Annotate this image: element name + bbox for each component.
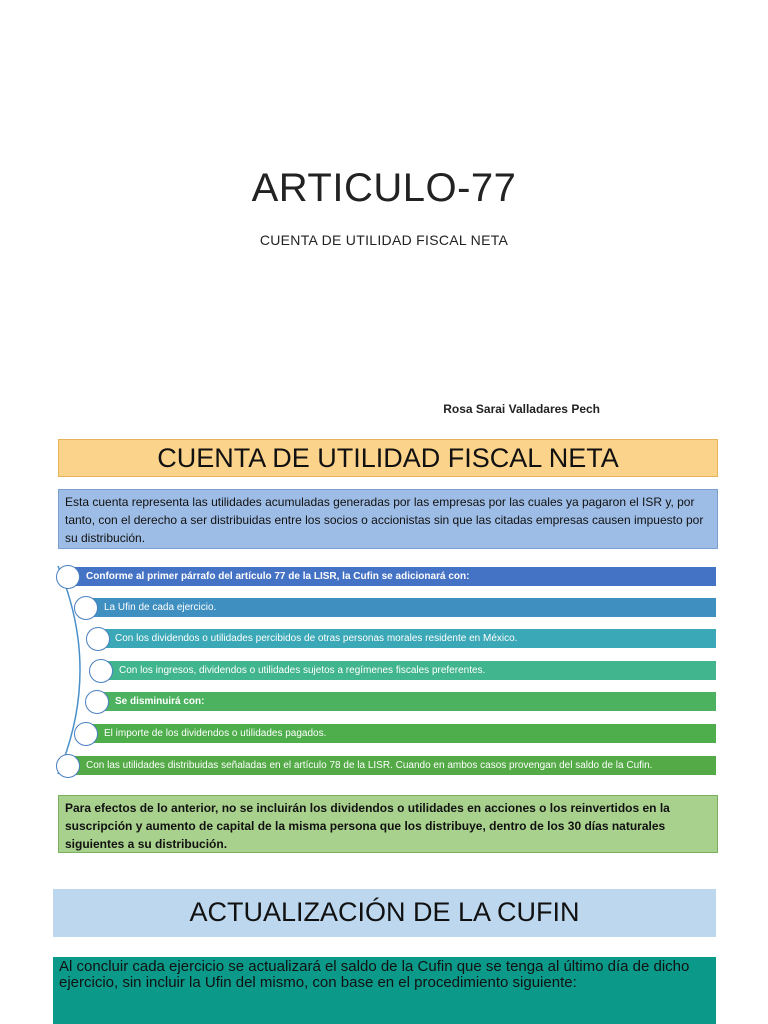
section-description: Esta cuenta representa las utilidades acumuladas generadas por las empresas por las cuales ya pagaron el ISR y, por tanto, con el derecho a ser distribuidas entre los socios o accionistas sin que las citadas empresas causen impuesto por su distribución.: [58, 489, 718, 549]
timeline-item-label: Conforme al primer párrafo del artículo 77 de la LISR, la Cufin se adicionará con:: [86, 571, 470, 582]
section-description-actualizacion: Al concluir cada ejercicio se actualizará el saldo de la Cufin que se tenga al último día de dicho ejercicio, sin incluir la Ufin del mismo, con base en el procedimiento siguiente:: [53, 957, 716, 1024]
timeline-item-label: Con los dividendos o utilidades percibidos de otras personas morales residente en México.: [115, 633, 518, 644]
timeline-item-label: Se disminuirá con:: [115, 696, 205, 707]
timeline-node-3: [86, 627, 110, 651]
timeline-node-6: [74, 722, 98, 746]
timeline-item-4: [104, 661, 716, 680]
timeline-item-3: [100, 629, 716, 648]
timeline-node-2: [74, 596, 98, 620]
timeline-node-1: [56, 565, 80, 589]
timeline-node-7: [56, 754, 80, 778]
timeline-node-4: [89, 659, 113, 683]
timeline-item-6: [88, 724, 716, 743]
timeline-item-2: [88, 598, 716, 617]
page-subtitle: CUENTA DE UTILIDAD FISCAL NETA: [259, 232, 509, 248]
section-note: Para efectos de lo anterior, no se incluirán los dividendos o utilidades en acciones o los reinvertidos en la suscripción y aumento de capital de la misma persona que los distribuye, dentro de los 30 días naturales siguientes a su distribución.: [58, 795, 718, 853]
timeline-item-7: [70, 756, 716, 775]
timeline-item-label: Con las utilidades distribuidas señaladas en el artículo 78 de la LISR. Cuando en ambos casos provengan del saldo de la Cufin.: [86, 760, 653, 771]
section-banner-cufin: CUENTA DE UTILIDAD FISCAL NETA: [58, 439, 718, 477]
section-banner-actualizacion: ACTUALIZACIÓN DE LA CUFIN: [53, 889, 716, 937]
timeline-item-label: El importe de los dividendos o utilidades pagados.: [104, 728, 327, 739]
timeline-item-1: [70, 567, 716, 586]
author-name: Rosa Sarai Valladares Pech: [443, 402, 600, 416]
timeline-item-label: Con los ingresos, dividendos o utilidades sujetos a regímenes fiscales preferentes.: [119, 665, 486, 676]
timeline-item-label: La Ufin de cada ejercicio.: [104, 602, 217, 613]
timeline-node-5: [85, 690, 109, 714]
timeline-item-5: [99, 692, 716, 711]
page-title: ARTICULO-77: [251, 166, 517, 210]
